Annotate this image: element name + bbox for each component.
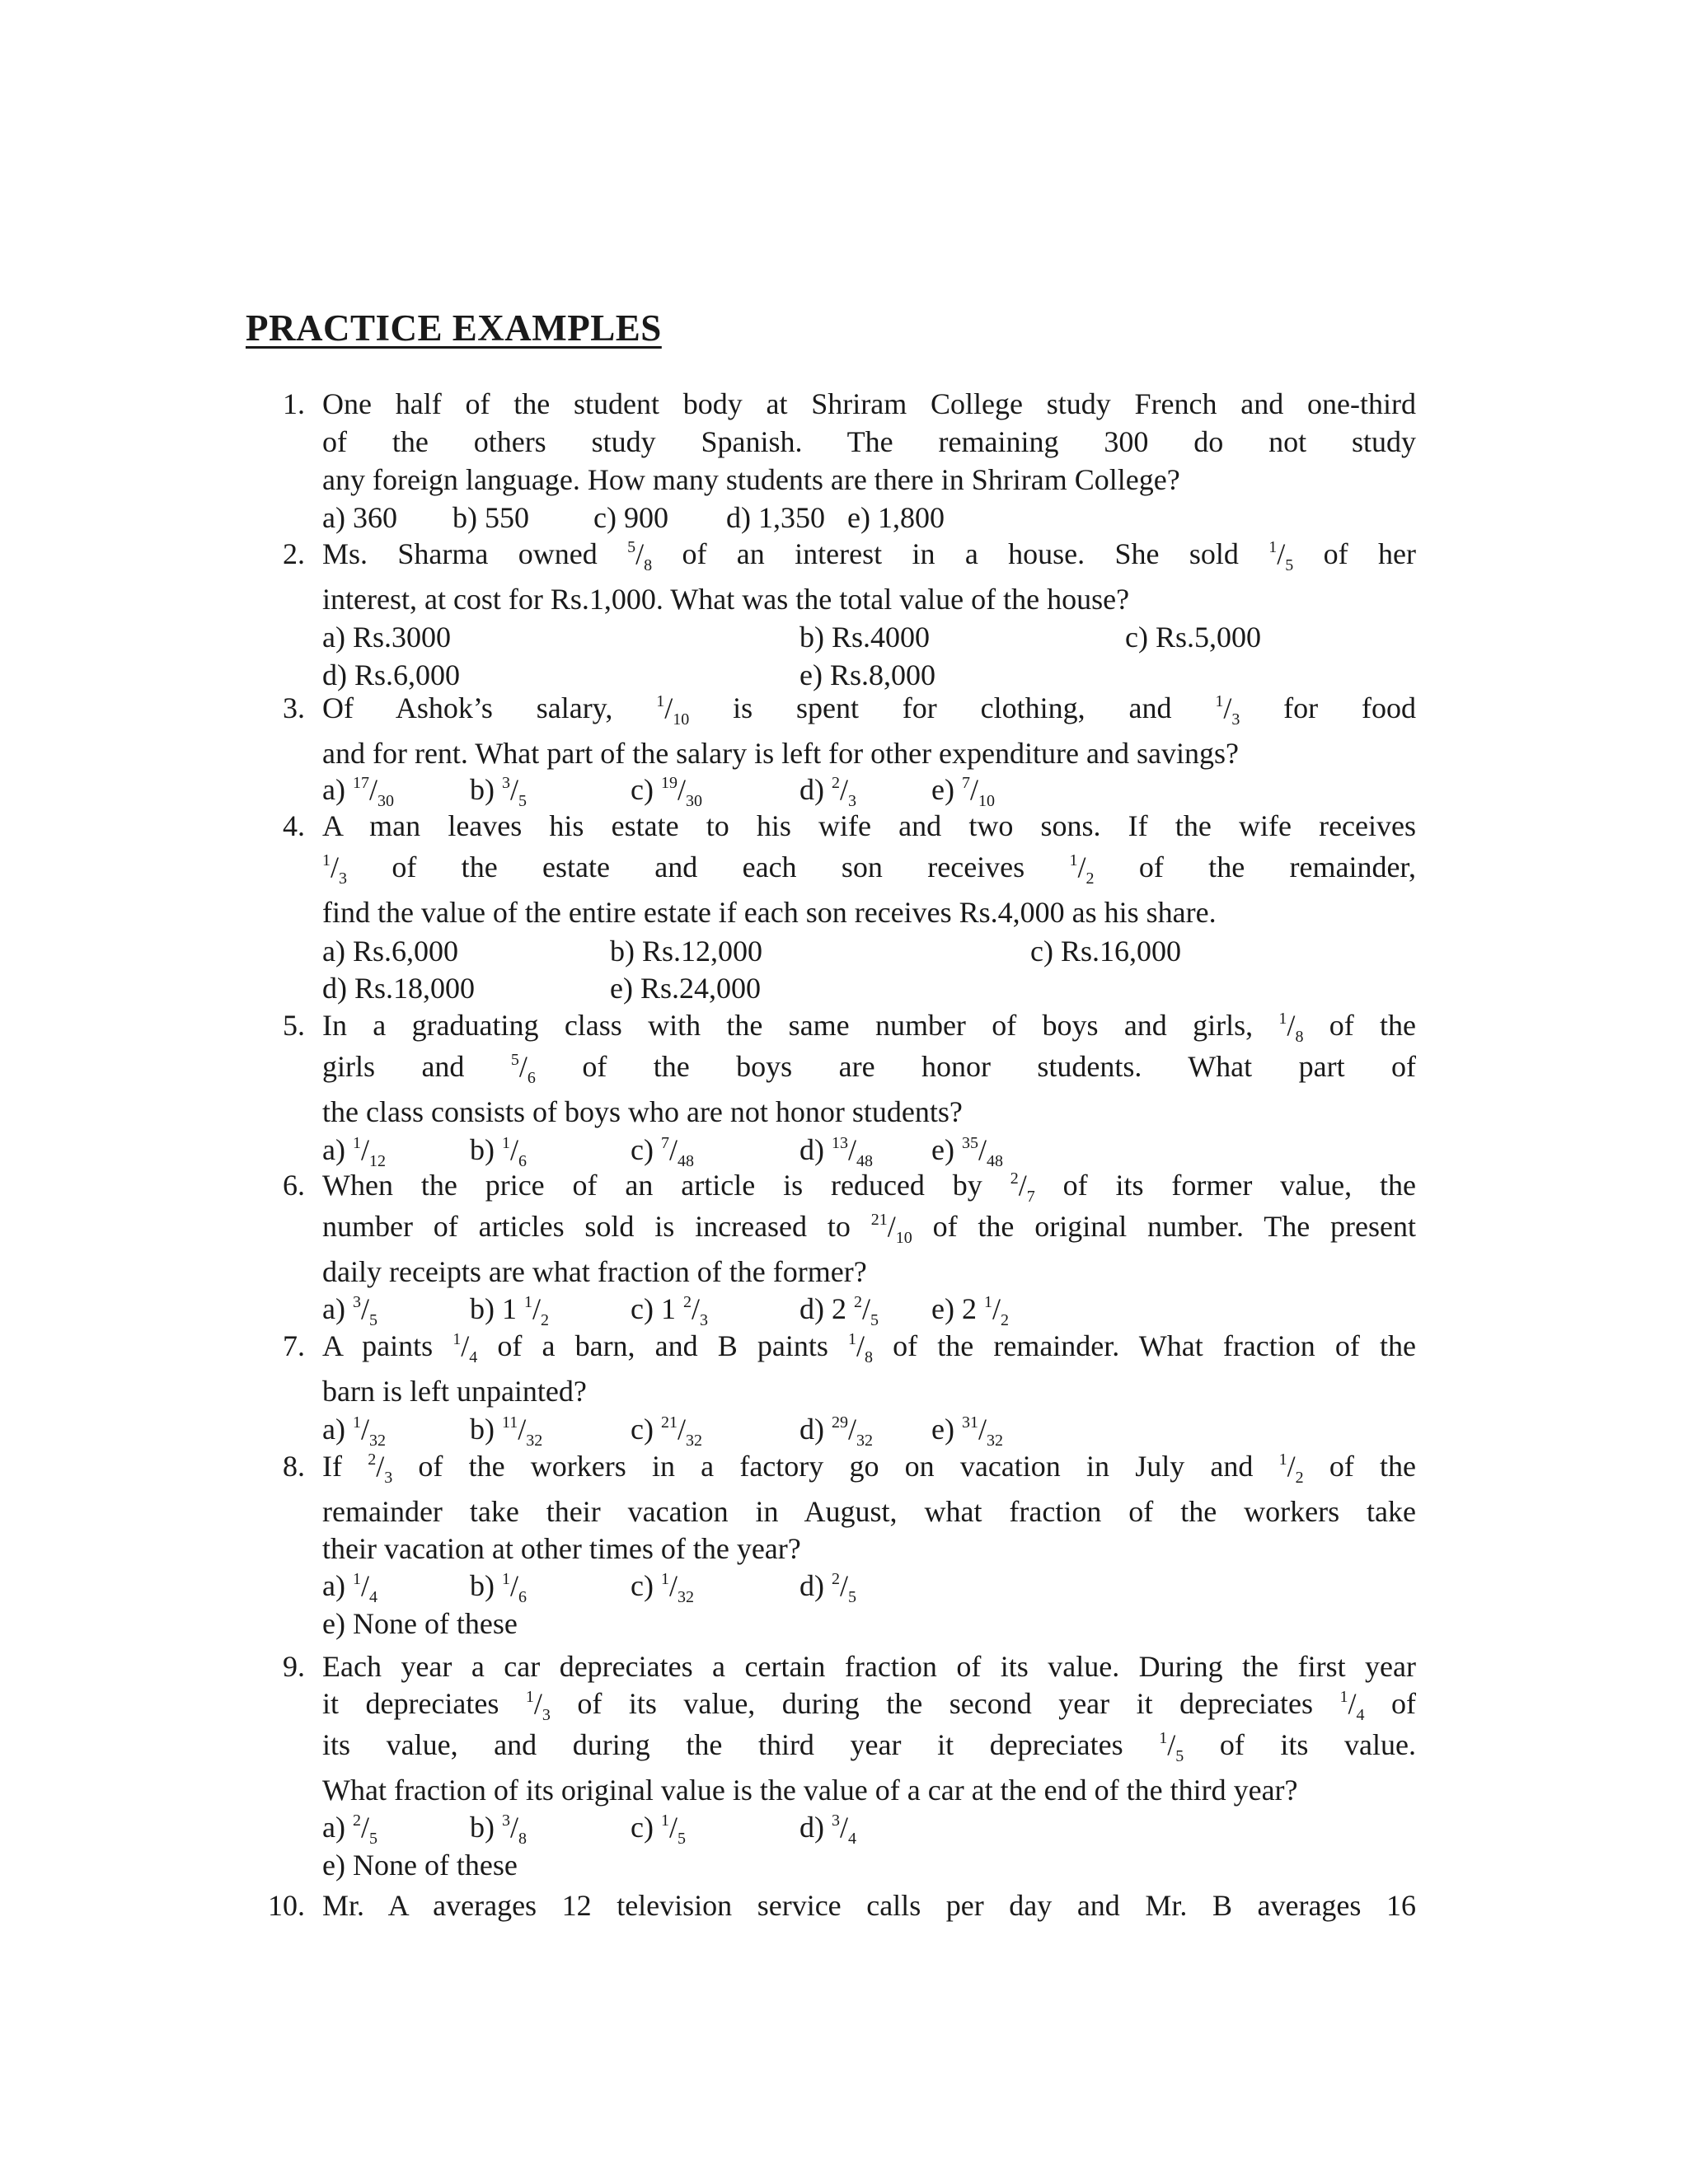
answer-option: c) $^{21}/_{32}$ [631,1413,702,1450]
question-text-line: When the price of an article is reduced by $^2/_7$ of its former value, the [322,1169,1417,1206]
question-text-line: A man leaves his estate to his wife and two sons. If the wife receives [322,809,1416,842]
answer-option: d) $^2/_3$ [799,773,857,810]
answer-option: a) $^2/_5$ [322,1811,377,1848]
answer-option: c) $^7/_{48}$ [631,1133,694,1170]
question-number: 5. [283,1009,305,1042]
question-number: 7. [283,1329,305,1362]
answer-option: d) Rs.18,000 [322,972,476,1005]
question-text-line: number of articles sold is increased to $^{21}/_{10}$ of the original number. The present [322,1210,1416,1247]
answer-option: e) $^7/_{10}$ [931,773,995,810]
answer-option: a) $^3/_5$ [322,1292,377,1329]
question-text-line: it depreciates $^1/_3$ of its value, during the second year it depreciates $^1/_4$ of [322,1687,1416,1724]
answer-option: a) $^1/_4$ [322,1569,377,1606]
answer-option: c) $^{19}/_{30}$ [631,773,702,810]
question-number: 2. [283,537,305,570]
answer-option: c) 1 $^2/_3$ [631,1292,708,1329]
question-text-line: $^1/_3$ of the estate and each son receives $^1/_2$ of the remainder, [322,851,1416,888]
answer-option: d) 2 $^2/_5$ [799,1292,879,1329]
question-text-line: interest, at cost for Rs.1,000. What was the total value of the house? [322,583,1130,616]
question-text-line: In a graduating class with the same number of boys and girls, $^1/_8$ of the [322,1009,1417,1046]
answer-option: b) $^3/_8$ [470,1811,528,1848]
answer-option: b) Rs.4000 [799,621,931,654]
answer-option: d) $^2/_5$ [799,1569,857,1606]
question-text-line: find the value of the entire estate if each son receives Rs.4,000 as his share. [322,896,1217,929]
answer-option: b) Rs.12,000 [610,935,763,968]
answer-option: b) 1 $^1/_2$ [470,1292,550,1329]
question-text-line: What fraction of its original value is the value of a car at the end of the third year? [322,1774,1298,1807]
question-number: 3. [283,691,305,724]
answer-option: c) 900 [593,501,668,534]
question-text-line: barn is left unpainted? [322,1375,587,1408]
answer-option: b) $^1/_6$ [470,1133,528,1170]
answer-option: d) 1,350 [726,501,825,534]
answer-option: d) $^{29}/_{32}$ [799,1413,874,1450]
question-text-line: the class consists of boys who are not honor students? [322,1095,963,1128]
question-text-line: remainder take their vacation in August, what fraction of the workers take [322,1495,1416,1528]
answer-option: c) Rs.16,000 [1030,935,1181,968]
question-text-line: any foreign language. How many students are there in Shriram College? [322,463,1180,496]
answer-option: e) None of these [322,1607,518,1640]
question-text-line: and for rent. What part of the salary is left for other expenditure and savings? [322,737,1239,770]
question-number: 1. [283,387,305,420]
question-number: 8. [283,1450,305,1483]
answer-option: b) 550 [452,501,529,534]
question-text-line: Mr. A averages 12 television service calls per day and Mr. B averages 16 [322,1889,1416,1922]
answer-option: a) $^1/_{32}$ [322,1413,386,1450]
answer-option: e) 1,800 [847,501,945,534]
answer-option: a) Rs.3000 [322,621,451,654]
question-number: 6. [283,1169,305,1202]
answer-option: c) $^1/_5$ [631,1811,686,1848]
answer-option: a) $^1/_{12}$ [322,1133,386,1170]
answer-option: e) $^{35}/_{48}$ [931,1133,1003,1170]
question-number: 10. [268,1889,305,1922]
question-number: 4. [283,809,305,842]
answer-option: e) $^{31}/_{32}$ [931,1413,1003,1450]
answer-option: d) $^{13}/_{48}$ [799,1133,874,1170]
answer-option: b) $^1/_6$ [470,1569,528,1606]
answer-option: d) Rs.6,000 [322,658,461,691]
answer-option: a) $^{17}/_{30}$ [322,773,394,810]
answer-option: e) Rs.24,000 [610,972,761,1005]
answer-option: b) $^{11}/_{32}$ [470,1413,543,1450]
question-number: 9. [283,1650,305,1683]
question-text-line: girls and $^5/_6$ of the boys are honor students. What part of [322,1050,1416,1087]
page-title: PRACTICE EXAMPLES [246,307,662,349]
question-text-line: daily receipts are what fraction of the former? [322,1255,867,1288]
question-text-line: Of Ashok’s salary, $^1/_{10}$ is spent for clothing, and $^1/_3$ for food [322,691,1417,729]
question-text-line: of the others study Spanish. The remaining 300 do not study [322,425,1416,458]
answer-option: e) None of these [322,1849,518,1882]
question-text-line: One half of the student body at Shriram College study French and one-third [322,387,1416,420]
answer-option: e) Rs.8,000 [799,658,935,691]
answer-option: a) Rs.6,000 [322,935,458,968]
answer-option: d) $^3/_4$ [799,1811,857,1848]
answer-option: b) $^3/_5$ [470,773,528,810]
question-text-line: its value, and during the third year it depreciates $^1/_5$ of its value. [322,1728,1416,1765]
answer-option: a) 360 [322,501,397,534]
question-text-line: Each year a car depreciates a certain fraction of its value. During the first year [322,1650,1416,1683]
question-text-line: If $^2/_3$ of the workers in a factory go on vacation in July and $^1/_2$ of the [322,1450,1417,1487]
answer-option: e) 2 $^1/_2$ [931,1292,1009,1329]
answer-option: c) $^1/_{32}$ [631,1569,694,1606]
question-text-line: Ms. Sharma owned $^5/_8$ of an interest in a house. She sold $^1/_5$ of her [322,537,1416,574]
answer-option: c) Rs.5,000 [1125,621,1261,654]
question-text-line: A paints $^1/_4$ of a barn, and B paints $^1/_8$ of the remainder. What fraction of the [322,1329,1416,1366]
question-text-line: their vacation at other times of the year? [322,1532,801,1565]
